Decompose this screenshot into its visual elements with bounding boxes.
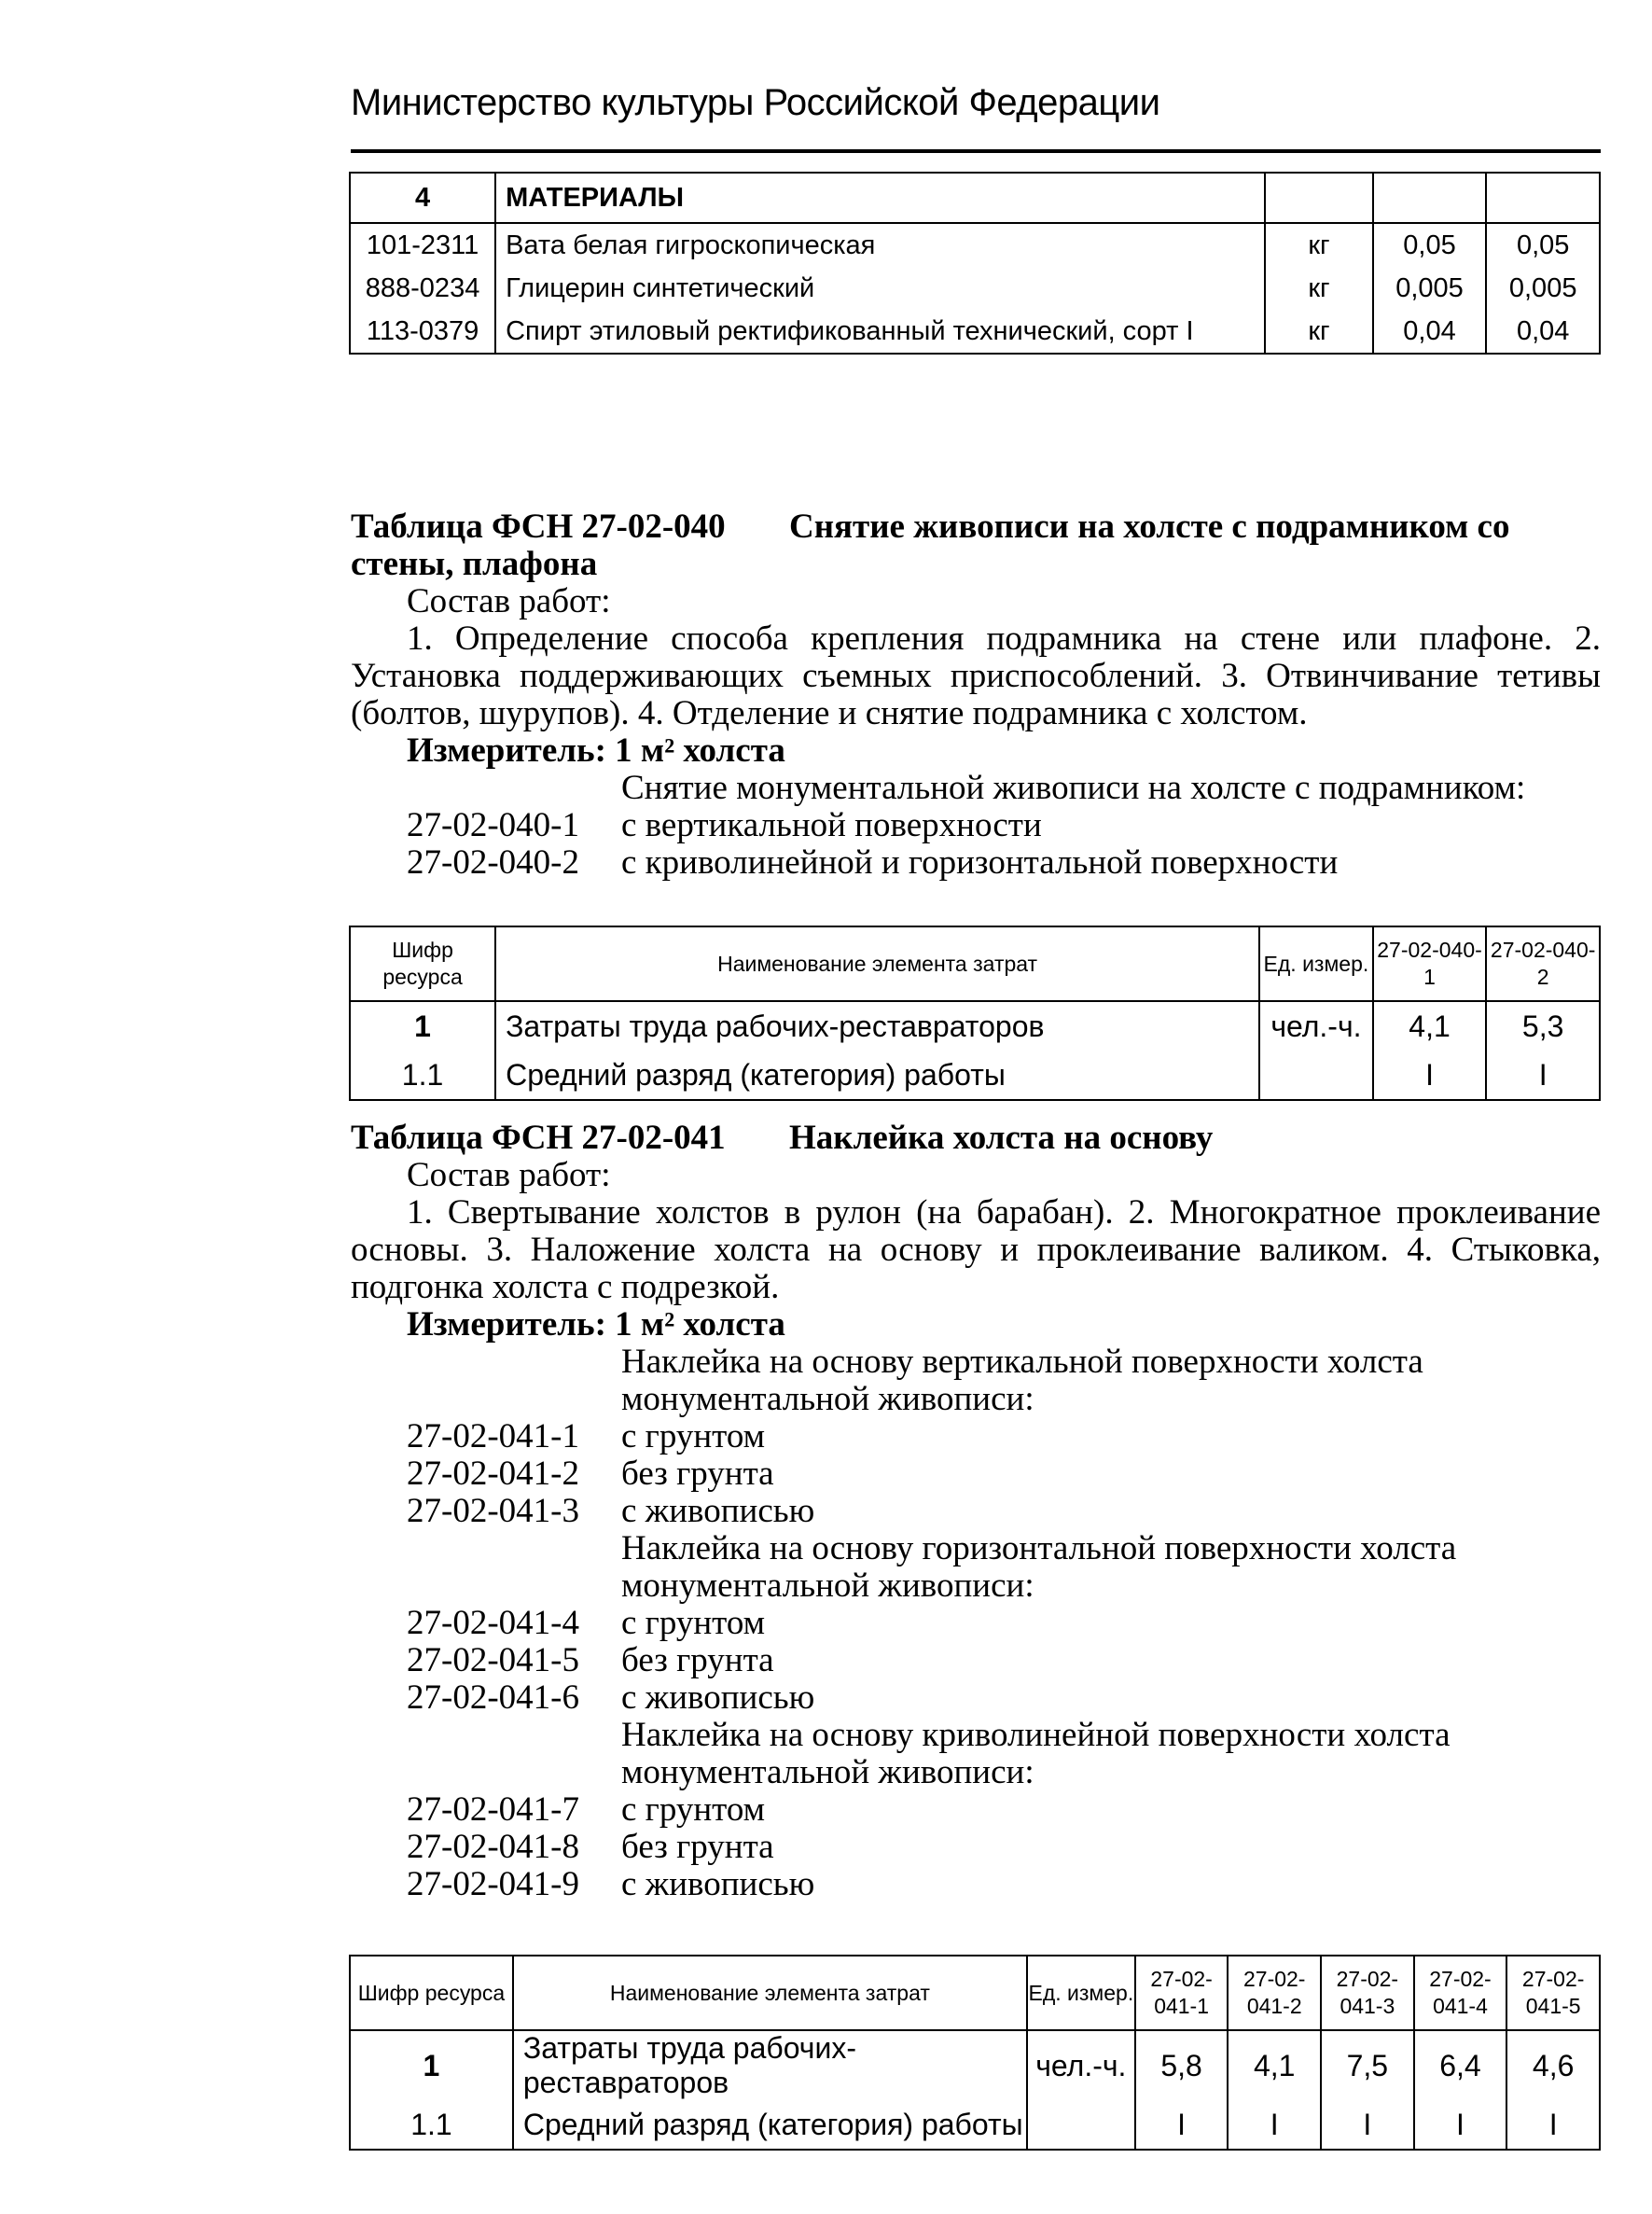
col-header-c2: 27-02-040-2	[1486, 926, 1600, 1001]
unit: кг	[1265, 267, 1373, 310]
section-code: 4	[350, 173, 495, 223]
col-header-c5: 27-02-041-5	[1506, 1956, 1600, 2030]
list-item	[351, 1493, 1601, 1530]
resource-name: Затраты труда рабочих-реставраторов	[513, 2030, 1027, 2100]
col-header-c1: 27-02-041-1	[1135, 1956, 1229, 2030]
value: I	[1373, 1051, 1487, 1100]
col-header-name: Наименование элемента затрат	[513, 1956, 1027, 2030]
item-desc: без грунта	[621, 1455, 774, 1493]
value: 0,005	[1486, 267, 1600, 310]
list-item	[351, 1605, 1601, 1642]
value: 0,005	[1373, 267, 1487, 310]
value: 0,05	[1486, 223, 1600, 267]
item-code: 27-02-040-2	[407, 843, 579, 882]
value: 4,1	[1228, 2030, 1321, 2100]
unit	[1259, 1051, 1373, 1100]
value: 5,8	[1135, 2030, 1229, 2100]
value: 5,3	[1486, 1001, 1600, 1051]
list-item	[351, 1642, 1601, 1679]
resource-code: 1	[350, 1001, 495, 1051]
table-header-row	[350, 1956, 1600, 2030]
col-header-unit: Ед. измер.	[1027, 1956, 1135, 2030]
resource-name: Средний разряд (категория) работы	[495, 1051, 1259, 1100]
table-row	[350, 267, 1600, 310]
col-header-unit: Ед. измер.	[1259, 926, 1373, 1001]
item-desc: с грунтом	[621, 1790, 766, 1829]
group-heading: Снятие монументальной живописи на холсте с подрамником:	[621, 769, 1526, 807]
empty-cell	[1373, 173, 1487, 223]
composition-label: Состав работ:	[407, 1156, 611, 1194]
section-041	[351, 1120, 1601, 1903]
item-code: 27-02-041-8	[407, 1828, 579, 1866]
item-code: 27-02-041-9	[407, 1865, 579, 1903]
item-code: 27-02-041-4	[407, 1604, 579, 1642]
resource-name: Средний разряд (категория) работы	[513, 2100, 1027, 2150]
col-header-c4: 27-02-041-4	[1414, 1956, 1507, 2030]
table-row	[350, 1051, 1600, 1100]
table-row	[350, 310, 1600, 354]
value: 0,04	[1373, 310, 1487, 354]
running-header: Министерство культуры Российской Федерации	[351, 82, 1160, 123]
item-desc: с вертикальной поверхности	[621, 806, 1042, 844]
unit: кг	[1265, 223, 1373, 267]
list-item	[351, 1791, 1601, 1829]
item-code: 27-02-041-6	[407, 1678, 579, 1717]
value: 0,05	[1373, 223, 1487, 267]
item-code: 27-02-041-2	[407, 1455, 579, 1493]
unit: чел.-ч.	[1259, 1001, 1373, 1051]
resource-name: Вата белая гигроскопическая	[495, 223, 1265, 267]
value: I	[1486, 1051, 1600, 1100]
item-code: 27-02-041-3	[407, 1492, 579, 1530]
list-item	[351, 1418, 1601, 1455]
composition-text: 1. Свертывание холстов в рулон (на барабан). 2. Многократное проклеивание основы. 3. Наложение холста на основу и проклеивание валиком. 4. Стыковка, подгонка холста с подрезкой.	[351, 1193, 1601, 1306]
item-desc: с живописью	[621, 1865, 815, 1903]
table-title: Снятие живописи на холсте с подрамником со стены, плафона	[351, 508, 1510, 583]
table-title: Наклейка холста на основу	[789, 1119, 1214, 1157]
col-header-name: Наименование элемента затрат	[495, 926, 1259, 1001]
item-desc: без грунта	[621, 1641, 774, 1679]
col-header-code: Шифр ресурса	[350, 926, 495, 1001]
composition-label: Состав работ:	[407, 582, 611, 620]
item-desc: с живописью	[621, 1492, 815, 1530]
item-desc: с живописью	[621, 1678, 815, 1717]
list-item	[351, 1679, 1601, 1717]
item-code: 27-02-040-1	[407, 806, 579, 844]
resource-name: Глицерин синтетический	[495, 267, 1265, 310]
resource-code: 113-0379	[350, 310, 495, 354]
col-header-c1: 27-02-040-1	[1373, 926, 1487, 1001]
list-item	[351, 1455, 1601, 1493]
list-item	[351, 844, 1601, 882]
table-row	[350, 2030, 1600, 2100]
materials-table	[349, 172, 1601, 355]
value: I	[1414, 2100, 1507, 2150]
table-row	[350, 223, 1600, 267]
meter: Измеритель: 1 м² холста	[407, 731, 785, 770]
header-rule	[351, 149, 1601, 153]
unit: чел.-ч.	[1027, 2030, 1135, 2100]
resource-name: Спирт этиловый ректификованный технический, сорт I	[495, 310, 1265, 354]
resource-code: 1.1	[350, 2100, 513, 2150]
empty-cell	[1486, 173, 1600, 223]
unit	[1027, 2100, 1135, 2150]
item-desc: без грунта	[621, 1828, 774, 1866]
item-desc: с криволинейной и горизонтальной поверхности	[621, 843, 1339, 882]
meter: Измеритель: 1 м² холста	[407, 1305, 785, 1344]
item-desc: с грунтом	[621, 1604, 766, 1642]
value: I	[1321, 2100, 1414, 2150]
item-desc: с грунтом	[621, 1417, 766, 1455]
table-row	[350, 173, 1600, 223]
col-header-code: Шифр ресурса	[350, 1956, 513, 2030]
item-code: 27-02-041-7	[407, 1790, 579, 1829]
list-item	[351, 1866, 1601, 1903]
cost-table-040	[349, 926, 1601, 1101]
group-heading: Наклейка на основу вертикальной поверхности холста монументальной живописи:	[621, 1343, 1423, 1418]
col-header-c2: 27-02-041-2	[1228, 1956, 1321, 2030]
table-code: Таблица ФСН 27-02-041	[351, 1119, 726, 1157]
table-row	[350, 1001, 1600, 1051]
group-heading: Наклейка на основу криволинейной поверхности холста монументальной живописи:	[621, 1716, 1451, 1791]
group-heading: Наклейка на основу горизонтальной поверхности холста монументальной живописи:	[621, 1529, 1457, 1605]
section-040	[351, 508, 1601, 882]
value: I	[1228, 2100, 1321, 2150]
value: I	[1506, 2100, 1600, 2150]
value: 0,04	[1486, 310, 1600, 354]
table-row	[350, 2100, 1600, 2150]
col-header-c3: 27-02-041-3	[1321, 1956, 1414, 2030]
table-code: Таблица ФСН 27-02-040	[351, 508, 726, 546]
cost-table-041	[349, 1955, 1601, 2151]
resource-code: 1.1	[350, 1051, 495, 1100]
value: 7,5	[1321, 2030, 1414, 2100]
composition-text: 1. Определение способа крепления подрамника на стене или плафоне. 2. Установка поддерживающих съемных приспособлений. 3. Отвинчивание тетивы (болтов, шурупов). 4. Отделение и снятие подрамника с холстом.	[351, 620, 1601, 732]
value: 4,6	[1506, 2030, 1600, 2100]
section-title	[351, 1120, 1601, 1157]
section-title	[351, 508, 1601, 583]
resource-code: 888-0234	[350, 267, 495, 310]
item-code: 27-02-041-5	[407, 1641, 579, 1679]
resource-code: 1	[350, 2030, 513, 2100]
value: I	[1135, 2100, 1229, 2150]
value: 4,1	[1373, 1001, 1487, 1051]
item-code: 27-02-041-1	[407, 1417, 579, 1455]
list-item	[351, 807, 1601, 844]
resource-code: 101-2311	[350, 223, 495, 267]
resource-name: Затраты труда рабочих-реставраторов	[495, 1001, 1259, 1051]
section-title: МАТЕРИАЛЫ	[495, 173, 1265, 223]
table-header-row	[350, 926, 1600, 1001]
list-item	[351, 1829, 1601, 1866]
value: 6,4	[1414, 2030, 1507, 2100]
unit: кг	[1265, 310, 1373, 354]
empty-cell	[1265, 173, 1373, 223]
